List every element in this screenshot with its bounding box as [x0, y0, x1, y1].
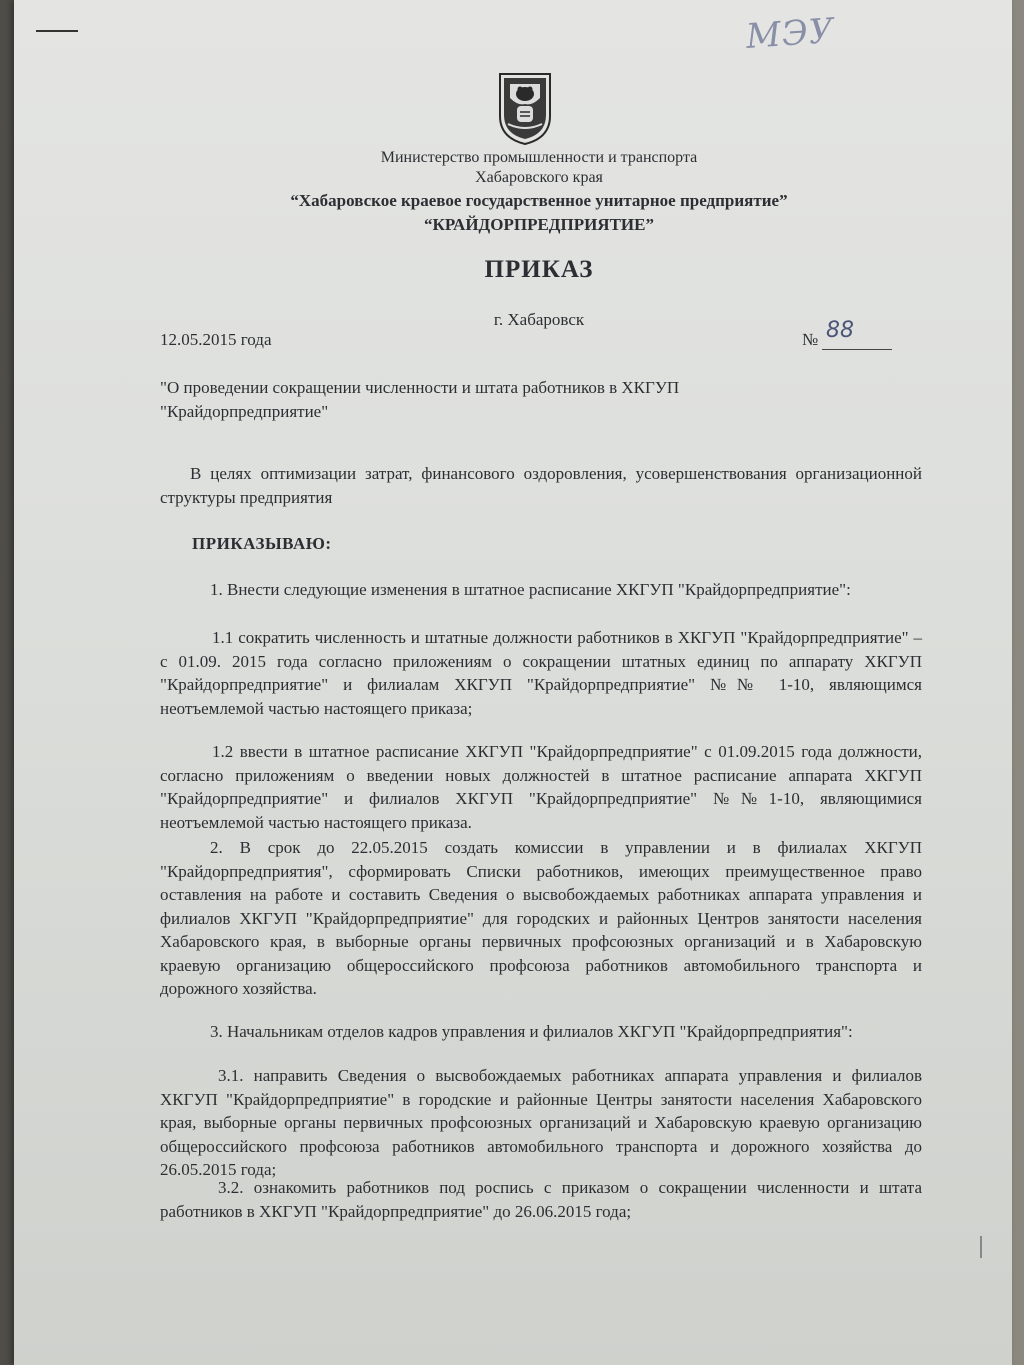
item-1-2: 1.2 ввести в штатное расписание ХКГУП "Крайдорпредприятие" с 01.09.2015 года должности, согласно приложениям о введении новых должностей в штатное расписание аппарата ХКГУП "Крайдорпредприятие" и филиалов ХКГУП "Крайдорпредприятие" №№1-10, являющимися неотъемлемой частью настоящего приказа.: [160, 742, 922, 832]
item-3: 3. Начальникам отделов кадров управления и филиалов ХКГУП "Крайдорпредприятия":: [210, 1022, 853, 1041]
number-value: 88: [826, 318, 854, 343]
item-2: 2. В срок до 22.05.2015 создать комиссии в управлении и в филиалах ХКГУП "Крайдорпредприятия", сформировать Списки работников, имеющих преимущественное право оставления на работе и составить Сведения о высвобождаемых работниках аппарата управления и филиалов ХКГУП "Крайдорпредприятие" для городских и районных Центров занятости населения Хабаровского края, в выборные органы первичных профсоюзных организаций и в Хабаровскую краевую организацию общероссийского профсоюза работников автомобильного транспорта и дорожного хозяйства.: [160, 838, 922, 998]
item-1-1: 1.1 сократить численность и штатные должности работников в ХКГУП "Крайдорпредприятие" – с 01.09. 2015 года согласно приложениям о сокращении штатных единиц по аппарату ХКГУП "Крайдорпредприятие" и филиалам ХКГУП "Крайдорпредприятие" №№ 1-10, являющимся неотъемлемой частью настоящего приказа;: [160, 628, 922, 718]
document-subject: "О проведении сокращении численности и штата работников в ХКГУП "Крайдорпредприятие": [160, 378, 680, 421]
ministry-line-1: Министерство промышленности и транспорта: [380, 149, 698, 166]
corner-pen-mark: [36, 30, 78, 32]
order-keyword: ПРИКАЗЫВАЮ:: [192, 534, 332, 553]
ministry-name: [14, 148, 1024, 188]
coat-of-arms-icon: [496, 68, 554, 146]
handwritten-note: МЭУ: [744, 10, 836, 58]
number-label: №: [802, 330, 819, 349]
item-1: 1. Внести следующие изменения в штатное расписание ХКГУП "Крайдорпредприятие":: [210, 580, 851, 599]
document-city: г. Хабаровск: [493, 310, 585, 329]
document-date: 12.05.2015 года: [160, 330, 272, 349]
organization-line-1: “Хабаровское краевое государственное унитарное предприятие”: [290, 191, 788, 210]
item-3-2: 3.2. ознакомить работников под роспись с приказом о сокращении численности и штата работников в ХКГУП "Крайдорпредприятие" до 26.06.2015 года;: [160, 1178, 922, 1221]
preamble-paragraph: В целях оптимизации затрат, финансового оздоровления, усовершенствования организационной структуры предприятия: [160, 464, 922, 507]
document-page: [14, 0, 1012, 1365]
document-title: ПРИКАЗ: [484, 256, 594, 283]
organization-line-2: “КРАЙДОРПРЕДПРИЯТИЕ”: [424, 215, 654, 234]
number-underline: [822, 349, 892, 350]
margin-mark: [980, 1236, 982, 1258]
ministry-line-2: Хабаровского края: [475, 169, 603, 186]
item-3-1: 3.1. направить Сведения о высвобождаемых работниках аппарата управления и филиалов ХКГУП "Крайдорпредприятие" в городские и районные Центры занятости населения Хабаровского края, выборные органы первичных профсоюзных организаций и Хабаровскую краевую организацию общероссийского профсоюза работников автомобильного транспорта и дорожного хозяйства до 26.05.2015 года;: [160, 1066, 922, 1179]
